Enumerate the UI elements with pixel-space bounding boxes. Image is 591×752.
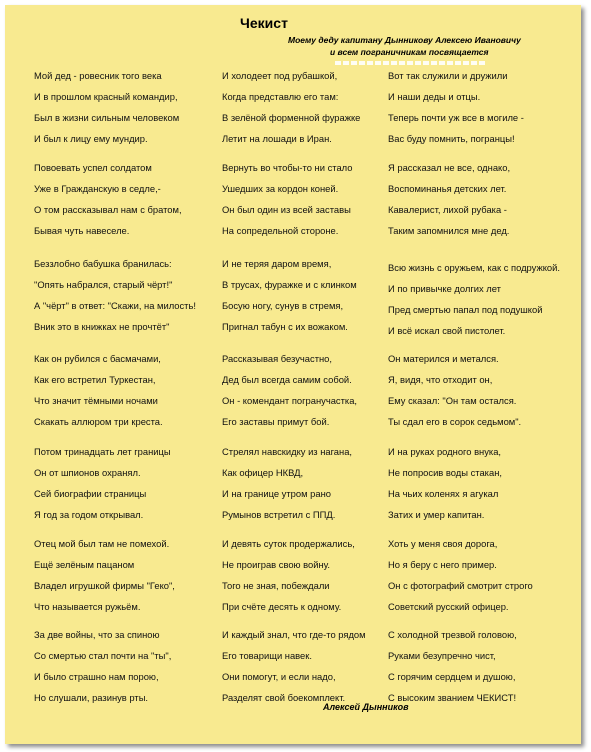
poem-line: Его товарищи навек. [222,650,312,661]
poem-line: И наши деды и отцы. [388,91,481,102]
poem-line: Рассказывая безучастно, [222,353,332,364]
poem-line: Разделят свой боекомплект. [222,692,346,703]
poem-line: А "чёрт" в ответ: "Скажи, на милость! [34,300,196,311]
poem-line: Вернуть во чтобы-то ни стало [222,162,353,173]
poem-line: И не теряя даром время, [222,258,332,269]
poem-line: И в прошлом красный командир, [34,91,178,102]
poem-line: Ты сдал его в сорок седьмом". [388,416,522,427]
stanza [388,348,588,432]
stanza [222,348,390,432]
poem-line: Как его встретил Туркестан, [34,374,156,385]
poem-line: Кавалерист, лихой рубака - [388,204,507,215]
poem-line: Его заставы примут бой. [222,416,330,427]
poem-line: Был в жизни сильным человеком [34,112,180,123]
poem-line: Я год за годом открывал. [34,509,144,520]
poem-line: И был к лицу ему мундир. [34,133,148,144]
stanza [222,253,390,337]
poem-line: Не попросив воды стакан, [388,467,502,478]
poem-line: Босую ногу, сунув в стремя, [222,300,344,311]
poem-line: Ему сказал: "Он там остался. [388,395,517,406]
stanza [222,65,390,149]
poem-line: Ушедших за кордон коней. [222,183,339,194]
poem-line: В зелёной форменной фуражке [222,112,361,123]
poem-line: Всю жизнь с оружьем, как с подружкой. [388,262,560,273]
poem-line: И по привычке долгих лет [388,283,501,294]
stanza [34,441,214,525]
poem-page [5,5,581,744]
stanza [34,533,214,617]
stanza [34,624,214,708]
poem-line: Они помогут, и если надо, [222,671,336,682]
poem-line: И на границе утром рано [222,488,331,499]
poem-line: Как офицер НКВД, [222,467,304,478]
poem-line: С высоким званием ЧЕКИСТ! [388,692,517,703]
poem-line: И было страшно нам порою, [34,671,159,682]
poem-line: Потом тринадцать лет границы [34,446,171,457]
poem-line: И всё искал свой пистолет. [388,325,506,336]
stanza [388,257,588,341]
poem-line: Таким запомнился мне дед. [388,225,510,236]
stanza [388,157,588,241]
poem-line: Он был один из всей заставы [222,204,351,215]
poem-line: Румынов встретил с ППД. [222,509,336,520]
stanza [388,441,588,525]
poem-line: Что называется ружьём. [34,601,141,612]
poem-line: О том рассказывал нам с братом, [34,204,182,215]
poem-line: Мой дед - ровесник того века [34,70,162,81]
poem-line: Вас буду помнить, погранцы! [388,133,515,144]
poem-line: При счёте десять к одному. [222,601,342,612]
stanza [222,624,390,708]
poem-line: Уже в Гражданскую в седле,- [34,183,161,194]
poem-line: Он - комендант погранучастка, [222,395,358,406]
poem-line: Что значит тёмными ночами [34,395,158,406]
poem-line: Но слушали, разинув рты. [34,692,149,703]
poem-line: Ещё зелёным пацаном [34,559,135,570]
poem-line: И каждый знал, что где-то рядом [222,629,366,640]
poem-line: Затих и умер капитан. [388,509,485,520]
poem-line: На чьих коленях я агукал [388,488,499,499]
poem-line: Я, видя, что отходит он, [388,374,493,385]
poem-line: Он с фотографий смотрит строго [388,580,533,591]
poem-line: Повоевать успел солдатом [34,162,152,173]
poem-line: Не проиграв свою войну. [222,559,331,570]
poem-line: Пригнал табун с их вожаком. [222,321,348,332]
stanza [388,533,588,617]
poem-line: Но я беру с него пример. [388,559,497,570]
poem-line: Воспоминанья детских лет. [388,183,507,194]
stanza [222,533,390,617]
poem-line: Дед был всегда самим собой. [222,374,352,385]
poem-line: На сопредельной стороне. [222,225,339,236]
poem-line: Хоть у меня своя дорога, [388,538,498,549]
stanza [34,253,214,337]
stanza [34,157,214,241]
poem-line: И холодеет под рубашкой, [222,70,338,81]
dedication-line-2: и всем пограничникам посвящается [330,47,489,57]
poem-line: Вот так служили и дружили [388,70,508,81]
poem-line: Летит на лошади в Иран. [222,133,332,144]
stanza [222,157,390,241]
poem-line: Сей биографии страницы [34,488,147,499]
poem-line: Я рассказал не все, однако, [388,162,511,173]
poem-line: Советский русский офицер. [388,601,509,612]
stanza [34,65,214,149]
poem-line: Когда представлю его там: [222,91,339,102]
poem-line: Отец мой был там не помехой. [34,538,170,549]
stanza [34,348,214,432]
poem-line: И девять суток продержались, [222,538,355,549]
author-signature: Алексей Дынников [323,702,409,712]
poem-line: С горячим сердцем и душою, [388,671,516,682]
poem-line: Теперь почти уж все в могиле - [388,112,524,123]
poem-line: Бывая чуть навеселе. [34,225,130,236]
poem-line: Пред смертью папал под подушкой [388,304,543,315]
poem-line: В трусах, фуражке и с клинком [222,279,357,290]
poem-line: Беззлобно бабушка бранилась: [34,258,172,269]
poem-line: "Опять набрался, старый чёрт!" [34,279,173,290]
poem-line: Владел игрушкой фирмы "Геко", [34,580,175,591]
stanza [388,65,588,149]
poem-line: Как он рубился с басмачами, [34,353,161,364]
poem-title: Чекист [240,15,288,31]
poem-line: Он матерился и метался. [388,353,499,364]
poem-line: Скакать аллюром три креста. [34,416,163,427]
poem-line: С холодной трезвой головою, [388,629,517,640]
poem-line: И на руках родного внука, [388,446,502,457]
poem-line: Вник это в книжках не прочтёт" [34,321,170,332]
poem-line: За две войны, что за спиною [34,629,160,640]
dedication-line-1: Моему деду капитану Дынникову Алексею Ивановичу [288,35,521,45]
poem-line: Стрелял навскидку из нагана, [222,446,353,457]
stanza [388,624,588,708]
poem-line: Со смертью стал почти на "ты", [34,650,172,661]
poem-line: Руками безупречно чист, [388,650,496,661]
poem-line: Того не зная, побеждали [222,580,330,591]
poem-line: Он от шпионов охранял. [34,467,141,478]
stanza [222,441,390,525]
